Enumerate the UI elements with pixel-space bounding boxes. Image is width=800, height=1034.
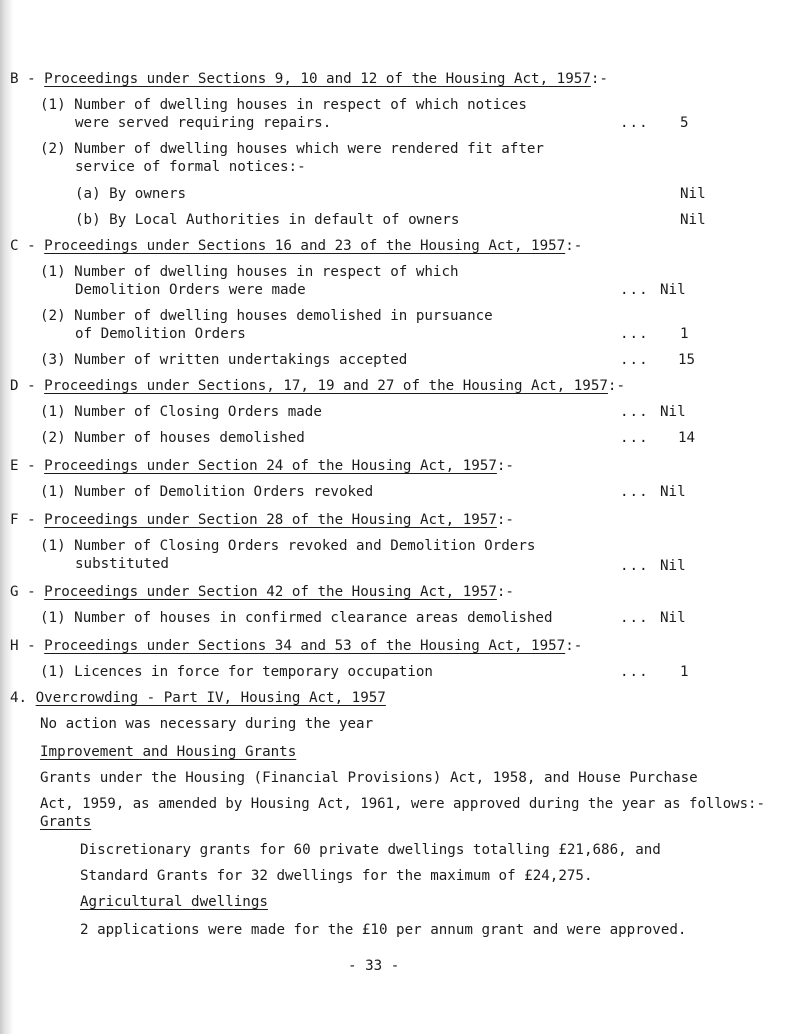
section-c-heading: C - Proceedings under Sections 16 and 23 of the Housing Act, 1957:-: [10, 238, 583, 254]
d-item1-value: Nil: [660, 404, 686, 420]
c-item2-line1: (2) Number of dwelling houses demolished in pursuance: [40, 308, 493, 324]
c-item3-value: 15: [678, 352, 696, 368]
leader-dots: ...: [620, 430, 649, 446]
b-item2-line2: service of formal notices:-: [75, 159, 306, 175]
section-e-heading: E - Proceedings under Section 24 of the Housing Act, 1957:-: [10, 458, 514, 474]
b-item2b: (b) By Local Authorities in default of owners: [75, 212, 460, 228]
section-h-heading: H - Proceedings under Sections 34 and 53 of the Housing Act, 1957:-: [10, 638, 583, 654]
leader-dots: ...: [620, 610, 649, 626]
grants-line2: Standard Grants for 32 dwellings for the maximum of £24,275.: [80, 868, 593, 884]
b-item1-value: 5: [680, 115, 689, 131]
leader-dots: ...: [620, 484, 649, 500]
improvement-heading: Improvement and Housing Grants: [40, 744, 297, 760]
leader-dots: ...: [620, 664, 649, 680]
d-item1-line1: (1) Number of Closing Orders made: [40, 404, 322, 420]
g-item1-value: Nil: [660, 610, 686, 626]
d-item2-value: 14: [678, 430, 696, 446]
agricultural-heading: Agricultural dwellings: [80, 894, 268, 910]
c-item1-line1: (1) Number of dwelling houses in respect of which: [40, 264, 459, 280]
leader-dots: ...: [620, 352, 649, 368]
section-f-heading: F - Proceedings under Section 28 of the Housing Act, 1957:-: [10, 512, 514, 528]
improvement-para-line2: Act, 1959, as amended by Housing Act, 1961, were approved during the year as follows:-: [40, 796, 765, 812]
b-item2a-value: Nil: [680, 186, 706, 202]
b-item2b-value: Nil: [680, 212, 706, 228]
leader-dots: ...: [620, 404, 649, 420]
c-item3-line1: (3) Number of written undertakings accepted: [40, 352, 408, 368]
e-item1-line1: (1) Number of Demolition Orders revoked: [40, 484, 374, 500]
c-item1-value: Nil: [660, 282, 686, 298]
b-item2a: (a) By owners: [75, 186, 187, 202]
f-item1-line2: substituted: [75, 556, 169, 572]
section-b-heading: B - Proceedings under Sections 9, 10 and 12 of the Housing Act, 1957:-: [10, 71, 608, 87]
e-item1-value: Nil: [660, 484, 686, 500]
agricultural-text: 2 applications were made for the £10 per annum grant and were approved.: [80, 922, 687, 938]
leader-dots: ...: [620, 558, 649, 574]
section-d-heading: D - Proceedings under Sections, 17, 19 and 27 of the Housing Act, 1957:-: [10, 378, 626, 394]
section-4-heading: 4. Overcrowding - Part IV, Housing Act, 1957: [10, 690, 386, 706]
grants-line1: Discretionary grants for 60 private dwellings totalling £21,686, and: [80, 842, 661, 858]
g-item1-line1: (1) Number of houses in confirmed clearance areas demolished: [40, 610, 553, 626]
c-item2-line2: of Demolition Orders: [75, 326, 246, 342]
c-item2-value: 1: [680, 326, 689, 342]
leader-dots: ...: [620, 326, 649, 342]
page-number: - 33 -: [348, 958, 400, 974]
h-item1-value: 1: [680, 664, 689, 680]
leader-dots: ...: [620, 282, 649, 298]
b-item1-line2: were served requiring repairs.: [75, 115, 332, 131]
improvement-para-line1: Grants under the Housing (Financial Provisions) Act, 1958, and House Purchase: [40, 770, 698, 786]
section-g-heading: G - Proceedings under Section 42 of the Housing Act, 1957:-: [10, 584, 514, 600]
c-item1-line2: Demolition Orders were made: [75, 282, 306, 298]
f-item1-line1: (1) Number of Closing Orders revoked and Demolition Orders: [40, 538, 536, 554]
d-item2-line1: (2) Number of houses demolished: [40, 430, 305, 446]
h-item1-line1: (1) Licences in force for temporary occupation: [40, 664, 433, 680]
f-item1-value: Nil: [660, 558, 686, 574]
grants-heading: Grants: [40, 814, 92, 830]
b-item2-line1: (2) Number of dwelling houses which were rendered fit after: [40, 141, 544, 157]
section-4-text: No action was necessary during the year: [40, 716, 374, 732]
b-item1-line1: (1) Number of dwelling houses in respect of which notices: [40, 97, 527, 113]
leader-dots: ...: [620, 115, 649, 131]
